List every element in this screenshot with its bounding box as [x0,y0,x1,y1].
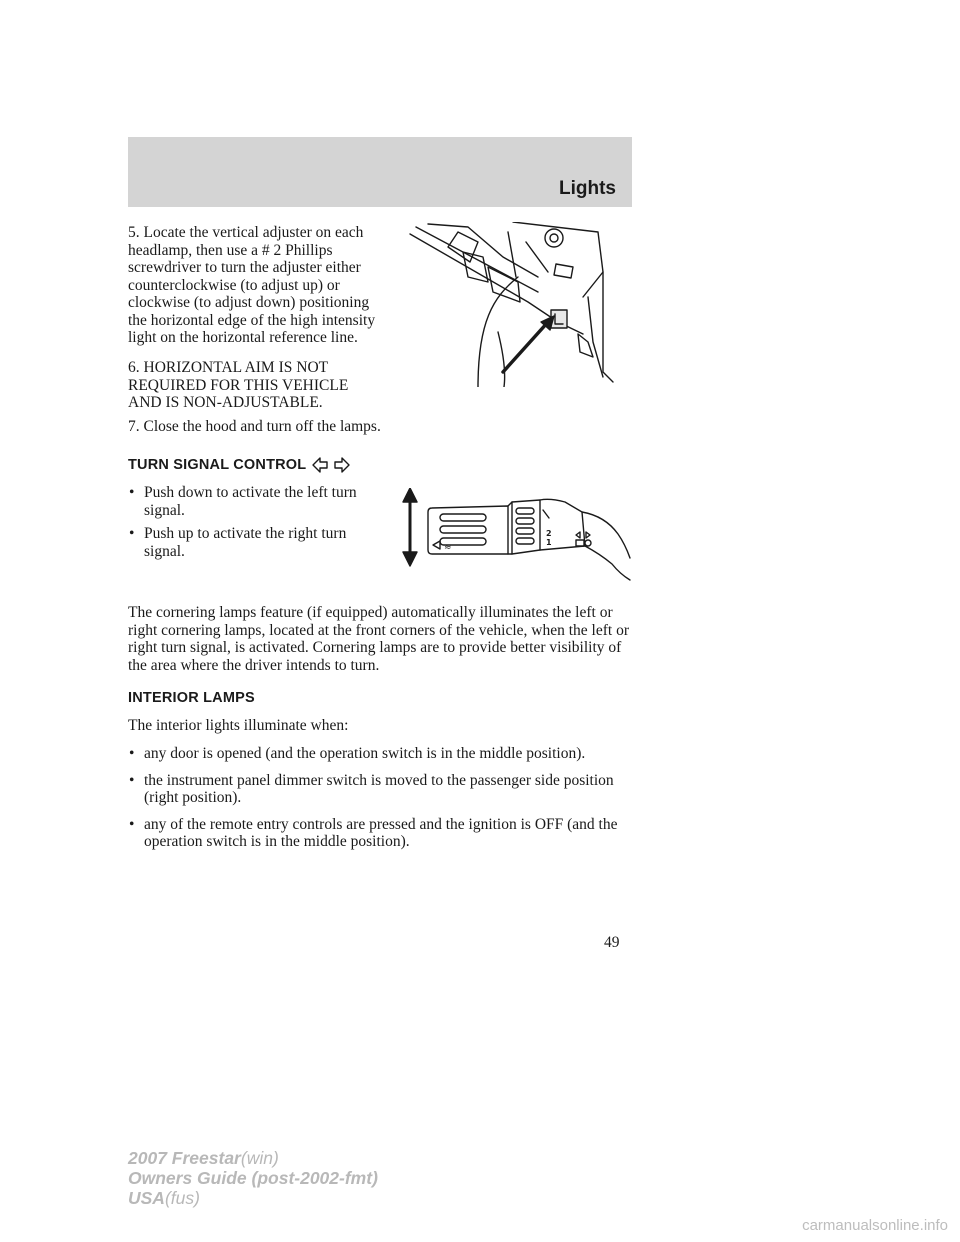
list-item [128,525,388,560]
footer-line-1 [128,1148,378,1168]
footer-guide: Owners Guide (post-2002-fmt) [128,1168,378,1188]
interior-lamps-heading: INTERIOR LAMPS [128,690,255,706]
svg-text:2: 2 [546,529,552,538]
bullet-glyph: • [129,815,135,833]
aim-step-6: 6. HORIZONTAL AIM IS NOT REQUIRED FOR THIS VEHICLE AND IS NON-ADJUSTABLE. [128,359,349,411]
list-item [128,816,634,851]
list-item [128,745,634,763]
turn-signal-bullets [128,484,388,566]
bullet-glyph: • [129,484,135,501]
turn-signal-heading: TURN SIGNAL CONTROL [128,457,307,474]
interior-lamps-intro: The interior lights illuminate when: [128,717,349,734]
bullet-text: any door is opened (and the operation switch is in the middle position). [144,745,586,762]
footer-line-2 [128,1168,378,1188]
bullet-glyph: • [129,771,135,789]
section-header [128,137,632,207]
document-footer [128,1148,378,1208]
svg-text:1: 1 [546,538,552,547]
footer-market: USA [128,1188,165,1208]
page-number: 49 [604,934,620,951]
turn-signal-heading-row [128,456,368,474]
aim-step-5: 5. Locate the vertical adjuster on each headlamp, then use a # 2 Phillips screwdriver to turn the adjuster either counterclockwise (to adjust up) or clockwise (to adjust down) positioning the horizontal edge of the high intensity light on the horizontal reference line. [128,224,376,346]
headlamp-adjuster-illustration [408,222,628,387]
list-item [128,484,388,519]
interior-lamps-bullets [128,745,634,857]
svg-text:≈: ≈ [444,543,452,553]
list-item [128,772,634,807]
section-title: Lights [559,178,616,199]
cornering-lamps-paragraph: The cornering lamps feature (if equipped) automatically illuminates the left or right cornering lamps, located at the front corners of the vehicle, when the left or right turn signal, is activated. Cornering lamps are to provide better visibility of the area where the driver intends to turn. [128,604,629,674]
bullet-text: the instrument panel dimmer switch is moved to the passenger side position (right position). [144,771,614,806]
bullet-glyph: • [129,745,135,762]
footer-model: 2007 Freestar [128,1148,241,1168]
footer-model-code: (win) [240,1148,279,1168]
turn-signal-stalk-illustration [400,488,634,584]
footer-market-code: (fus) [164,1188,200,1208]
aim-step-7: 7. Close the hood and turn off the lamps. [128,418,381,435]
footer-line-3 [128,1188,378,1208]
bullet-text: Push down to activate the left turn signal. [144,484,357,519]
bullet-text: any of the remote entry controls are pressed and the ignition is OFF (and the operation switch is in the middle position). [144,815,618,850]
watermark-text: carmanualsonline.info [802,1217,948,1234]
bullet-text: Push up to activate the right turn signal. [144,525,347,560]
bullet-glyph: • [129,525,135,542]
turn-signal-arrows-icon [311,457,351,473]
